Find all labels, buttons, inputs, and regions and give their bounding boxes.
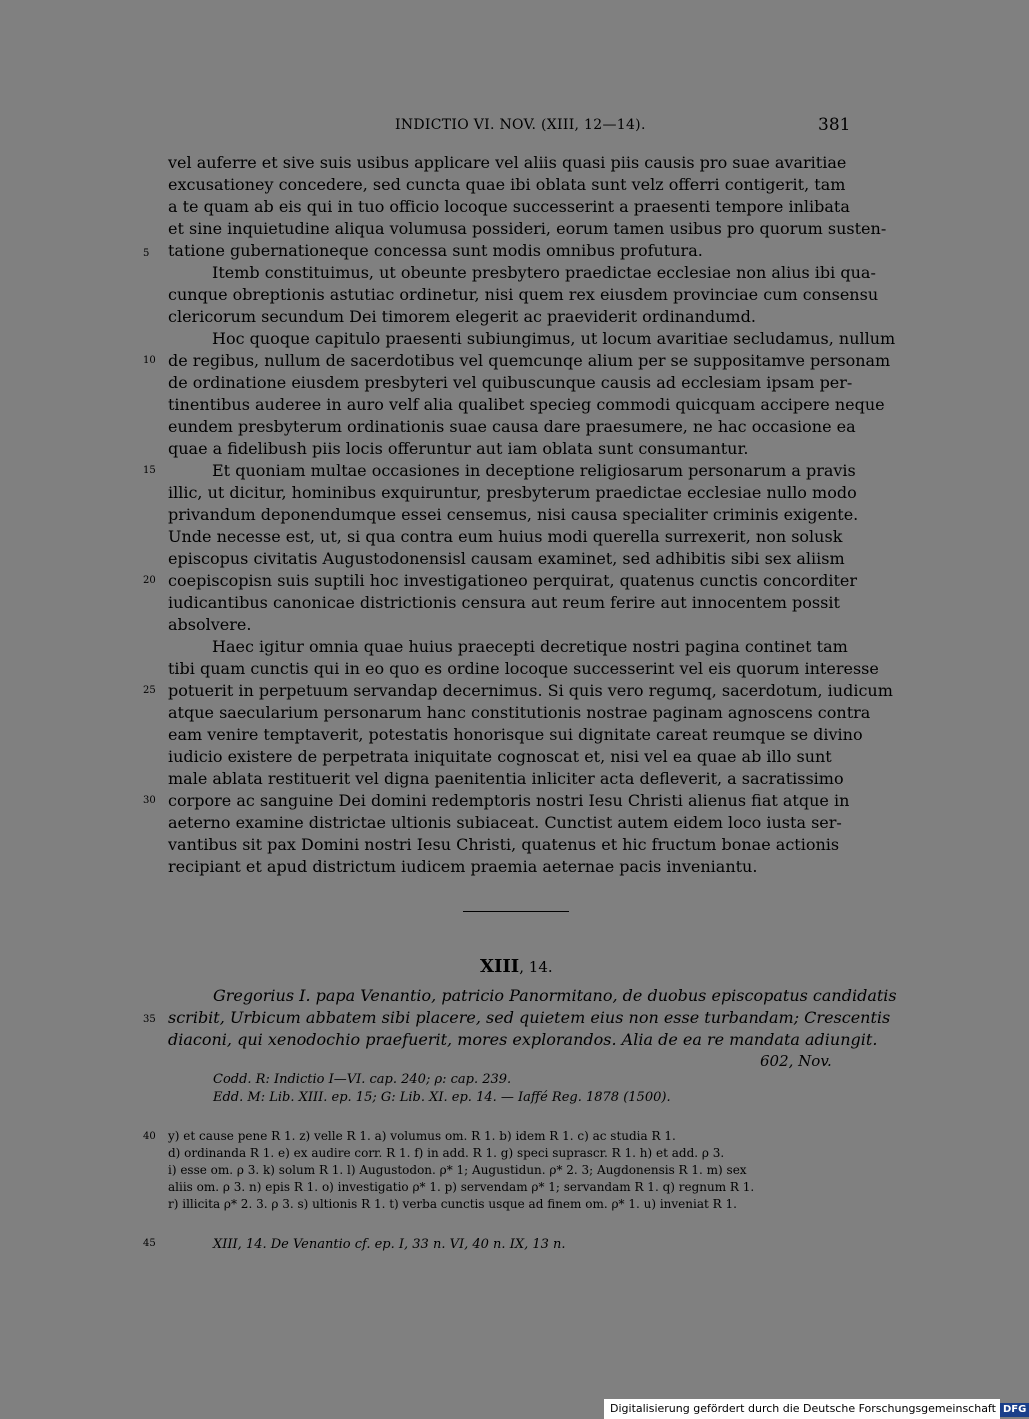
body-line: coepiscopisn suis suptili hoc investigationeo perquirat, quatenus cunctis concorditer <box>168 571 857 590</box>
body-line: tinentibus auderee in auro velf alia qualibet specieg commodi quicquam accipere neque <box>168 395 885 414</box>
body-line: de ordinatione eiusdem presbyteri vel quibuscunque causis ad ecclesiam ipsam per- <box>168 373 853 392</box>
body-line: episcopus civitatis Augustodonensisl causam examinet, sed adhibitis sibi sex aliism <box>168 549 845 568</box>
apparatus-note: d) ordinanda R 1. e) ex audire corr. R 1. f) in add. R 1. g) speci suprascr. R 1. h) et add. ρ 3. <box>168 1146 725 1160</box>
page-number: 381 <box>818 115 851 135</box>
body-line: quae a fidelibush piis locis offeruntur aut iam oblata sunt consumantur. <box>168 439 749 458</box>
body-line: vel auferre et sive suis usibus applicare vel aliis quasi piis causis pro suae avaritiae <box>168 153 847 172</box>
body-line: eam venire temptaverit, potestatis honorisque sui dignitate careat reumque se divino <box>168 725 863 744</box>
body-line: corpore ac sanguine Dei domini redemptoris nostri Iesu Christi alienus fiat atque in <box>168 791 850 810</box>
body-line: iudicio existere de perpetrata iniquitate cognoscat et, nisi vel ea quae ab illo sunt <box>168 747 832 766</box>
body-line: cunque obreptionis astutiac ordinetur, nisi quem rex eiusdem provinciae cum consensu <box>168 285 879 304</box>
summary-line: Gregorius I. papa Venantio, patricio Panormitano, de duobus episcopatus candidatis <box>213 986 897 1005</box>
body-line: absolvere. <box>168 615 252 634</box>
body-line: eundem presbyterum ordinationis suae causa dare praesumere, ne hac occasione ea <box>168 417 856 436</box>
summary-line: scribit, Urbicum abbatem sibi placere, sed quietem eius non esse turbandam; Crescentis <box>168 1008 891 1027</box>
body-line: tibi quam cunctis qui in eo quo es ordine locoque successerint vel eis quorum interesse <box>168 659 879 678</box>
body-line: Hoc quoque capitulo praesenti subiungimus, ut locum avaritiae secludamus, nullum <box>212 329 896 348</box>
body-line: et sine inquietudine aliqua volumusa possideri, eorum tamen usibus pro quorum susten- <box>168 219 887 238</box>
body-line: male ablata restituerit vel digna paenitentia inliciter acta defleverit, a sacratissimo <box>168 769 844 788</box>
line-number: 5 <box>143 248 150 259</box>
body-line: potuerit in perpetuum servandap decernimus. Si quis vero regumq, sacerdotum, iudicum <box>168 681 893 700</box>
running-title: INDICTIO VI. NOV. (XIII, 12—14). <box>395 117 646 133</box>
line-number: 10 <box>143 355 156 366</box>
editions-line: Edd. M: Lib. XIII. ep. 15; G: Lib. XI. ep. 14. — Iaffé Reg. 1878 (1500). <box>213 1090 671 1105</box>
line-number: 35 <box>143 1014 156 1025</box>
funding-footer <box>604 1399 1027 1419</box>
body-line: Itemb constituimus, ut obeunte presbytero praedictae ecclesiae non alius ibi qua- <box>212 263 876 282</box>
letter-heading: XIII, 14. <box>480 956 553 977</box>
body-line: illic, ut dicitur, hominibus exquiruntur, presbyterum praedictae ecclesiae nullo modo <box>168 483 857 502</box>
body-line: excusationey concedere, sed cuncta quae ibi oblata sunt velz offerri contigerit, tam <box>168 175 846 194</box>
body-line: tatione gubernationeque concessa sunt modis omnibus profutura. <box>168 241 703 260</box>
running-header <box>0 117 1000 137</box>
apparatus-note: y) et cause pene R 1. z) velle R 1. a) volumus om. R 1. b) idem R 1. c) ac studia R 1. <box>168 1129 676 1143</box>
dfg-logo: DFG <box>1000 1403 1029 1417</box>
line-number: 30 <box>143 795 156 806</box>
body-line: recipiant et apud districtum iudicem praemia aeternae pacis inveniantu. <box>168 857 758 876</box>
line-number: 40 <box>143 1131 156 1142</box>
body-line: clericorum secundum Dei timorem elegerit ac praeviderit ordinandumd. <box>168 307 756 326</box>
apparatus-note: r) illicita ρ* 2. 3. ρ 3. s) ultionis R 1. t) verba cunctis usque ad finem om. ρ* 1. u) inveniat R 1. <box>168 1197 737 1211</box>
section-divider <box>463 911 569 912</box>
body-line: vantibus sit pax Domini nostri Iesu Christi, quatenus et hic fructum bonae actionis <box>168 835 840 854</box>
body-line: de regibus, nullum de sacerdotibus vel quemcunqe alium per se suppositamve personam <box>168 351 891 370</box>
cross-reference: XIII, 14. De Venantio cf. ep. I, 33 n. VI, 40 n. IX, 13 n. <box>213 1237 566 1252</box>
line-number: 15 <box>143 465 156 476</box>
line-number: 25 <box>143 685 156 696</box>
body-line: iudicantibus canonicae districtionis censura aut reum ferire aut innocentem possit <box>168 593 840 612</box>
body-line: Unde necesse est, ut, si qua contra eum huius modi querella surrexerit, non solusk <box>168 527 843 546</box>
body-line: atque saecularium personarum hanc constitutionis nostrae paginam agnoscens contra <box>168 703 871 722</box>
apparatus-note: aliis om. ρ 3. n) epis R 1. o) investigatio ρ* 1. p) servendam ρ* 1; servandam R 1. q) regnum R 1. <box>168 1180 755 1194</box>
body-line: privandum deponendumque essei censemus, nisi causa specialiter criminis exigente. <box>168 505 859 524</box>
line-number: 45 <box>143 1238 156 1249</box>
codices-line: Codd. R: Indictio I—VI. cap. 240; ρ: cap. 239. <box>213 1072 512 1087</box>
letter-date: 602, Nov. <box>760 1052 832 1070</box>
body-line: aeterno examine districtae ultionis subiaceat. Cunctist autem eidem loco iusta ser- <box>168 813 842 832</box>
apparatus-note: i) esse om. ρ 3. k) solum R 1. l) Augustodon. ρ* 1; Augustidun. ρ* 2. 3; Augdonensis R 1. m) sex <box>168 1163 747 1177</box>
line-number: 20 <box>143 575 156 586</box>
body-line: Et quoniam multae occasiones in deceptione religiosarum personarum a pravis <box>212 461 856 480</box>
footer-text: Digitalisierung gefördert durch die Deutsche Forschungsgemeinschaft <box>610 1402 996 1415</box>
body-line: a te quam ab eis qui in tuo officio locoque successerint a praesenti tempore inlibata <box>168 197 850 216</box>
summary-line: diaconi, qui xenodochio praefuerit, mores explorandos. Alia de ea re mandata adiungit. <box>168 1030 878 1049</box>
body-line: Haec igitur omnia quae huius praecepti decretique nostri pagina continet tam <box>212 637 848 656</box>
